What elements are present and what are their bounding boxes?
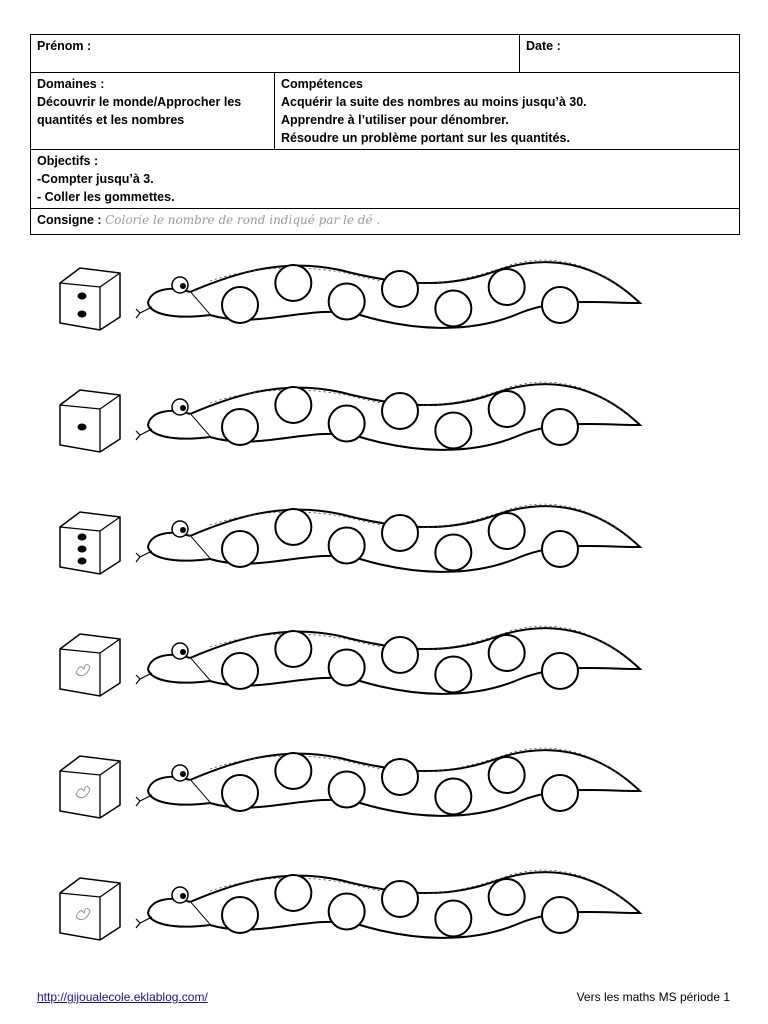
snake-circle bbox=[542, 897, 578, 933]
date-label: Date : bbox=[526, 39, 561, 53]
snake-circle bbox=[435, 534, 471, 570]
snake-circle bbox=[435, 778, 471, 814]
snake bbox=[136, 504, 640, 572]
domaines-line-2: quantités et les nombres bbox=[37, 113, 185, 127]
snake-circle bbox=[329, 772, 365, 808]
snake-circle bbox=[222, 409, 258, 445]
snake bbox=[136, 748, 640, 816]
exercise-row bbox=[60, 626, 640, 696]
die-dot bbox=[78, 311, 87, 318]
objectifs-label: Objectifs : bbox=[37, 154, 99, 168]
exercise-row bbox=[60, 870, 640, 940]
die-dot bbox=[78, 424, 87, 431]
snake-tongue bbox=[136, 307, 152, 318]
consigne-text: Colorie le nombre de rond indiqué par le dé . bbox=[105, 213, 381, 227]
prenom-cell[interactable] bbox=[31, 35, 520, 73]
snake bbox=[136, 260, 640, 328]
snake-circle bbox=[542, 775, 578, 811]
snake-circle bbox=[435, 290, 471, 326]
snake-circle bbox=[275, 875, 311, 911]
die-outline bbox=[60, 756, 120, 818]
die-outline bbox=[60, 390, 120, 452]
snake bbox=[136, 382, 640, 450]
snake-circle bbox=[435, 900, 471, 936]
snake-circle bbox=[382, 393, 418, 429]
snake-circle bbox=[275, 265, 311, 301]
snake-tongue bbox=[136, 429, 152, 440]
date-cell[interactable] bbox=[520, 35, 740, 73]
snake-circle bbox=[222, 897, 258, 933]
die-dot bbox=[78, 534, 87, 541]
snake-tongue bbox=[136, 551, 152, 562]
snake bbox=[136, 626, 640, 694]
snake-circle bbox=[222, 531, 258, 567]
snake-circle bbox=[489, 269, 525, 305]
snake-circle bbox=[329, 650, 365, 686]
snake-circle bbox=[489, 879, 525, 915]
die-outline bbox=[60, 268, 120, 330]
snake-circle bbox=[329, 528, 365, 564]
die bbox=[60, 634, 120, 696]
snake-circle bbox=[222, 287, 258, 323]
exercise-row bbox=[60, 748, 640, 818]
snake-circle bbox=[489, 391, 525, 427]
snake-circle bbox=[542, 287, 578, 323]
exercise-area bbox=[40, 243, 730, 988]
competences-label: Compétences bbox=[281, 77, 363, 91]
objectif-1: -Compter jusqu’à 3. bbox=[37, 172, 154, 186]
snake-circle bbox=[382, 759, 418, 795]
snake-circle bbox=[275, 509, 311, 545]
die-outline bbox=[60, 878, 120, 940]
die-outline bbox=[60, 634, 120, 696]
snake-pupil bbox=[180, 771, 186, 777]
exercise-row bbox=[60, 260, 640, 330]
objectifs-cell bbox=[31, 150, 740, 209]
die-dot bbox=[78, 293, 87, 300]
die-dot bbox=[78, 558, 87, 565]
snake-circle bbox=[382, 515, 418, 551]
snake-circle bbox=[382, 637, 418, 673]
snake-tongue bbox=[136, 917, 152, 928]
snake-pupil bbox=[180, 893, 186, 899]
die-dot bbox=[78, 546, 87, 553]
info-table bbox=[30, 34, 740, 235]
snake-circle bbox=[382, 271, 418, 307]
snake-tongue bbox=[136, 795, 152, 806]
competence-2: Apprendre à l’utiliser pour dénombrer. bbox=[281, 113, 509, 127]
snake-circle bbox=[382, 881, 418, 917]
snake-circle bbox=[489, 513, 525, 549]
snake-tongue bbox=[136, 673, 152, 684]
snake-circle bbox=[489, 635, 525, 671]
die-outline bbox=[60, 512, 120, 574]
domaines-cell bbox=[31, 73, 275, 150]
snake-circle bbox=[222, 775, 258, 811]
snake-circle bbox=[329, 406, 365, 442]
die bbox=[60, 390, 120, 452]
snake-circle bbox=[275, 631, 311, 667]
prenom-label: Prénom : bbox=[37, 39, 92, 53]
consigne-label: Consigne : bbox=[37, 213, 102, 227]
snake-circle bbox=[542, 531, 578, 567]
footer-title: Vers les maths MS période 1 bbox=[576, 990, 730, 1004]
snake-circle bbox=[275, 387, 311, 423]
competence-1: Acquérir la suite des nombres au moins jusqu’à 30. bbox=[281, 95, 587, 109]
snake-circle bbox=[435, 656, 471, 692]
competences-cell bbox=[275, 73, 740, 150]
snake-circle bbox=[542, 409, 578, 445]
competence-3: Résoudre un problème portant sur les quantités. bbox=[281, 131, 570, 145]
snake-circle bbox=[329, 894, 365, 930]
snake bbox=[136, 870, 640, 938]
exercise-row bbox=[60, 504, 640, 574]
snake-pupil bbox=[180, 283, 186, 289]
domaines-label: Domaines : bbox=[37, 77, 105, 91]
die bbox=[60, 512, 120, 574]
snake-circle bbox=[489, 757, 525, 793]
consigne-cell bbox=[31, 209, 740, 235]
footer-link[interactable]: http://gijoualecole.eklablog.com/ bbox=[37, 990, 208, 1004]
snake-pupil bbox=[180, 527, 186, 533]
snake-circle bbox=[435, 412, 471, 448]
domaines-line-1: Découvrir le monde/Approcher les bbox=[37, 95, 242, 109]
snake-circle bbox=[222, 653, 258, 689]
snake-circle bbox=[542, 653, 578, 689]
die bbox=[60, 268, 120, 330]
objectif-2: - Coller les gommettes. bbox=[37, 190, 175, 204]
snake-circle bbox=[275, 753, 311, 789]
snake-pupil bbox=[180, 405, 186, 411]
snake-circle bbox=[329, 284, 365, 320]
die bbox=[60, 878, 120, 940]
snake-pupil bbox=[180, 649, 186, 655]
die bbox=[60, 756, 120, 818]
exercise-row bbox=[60, 382, 640, 452]
